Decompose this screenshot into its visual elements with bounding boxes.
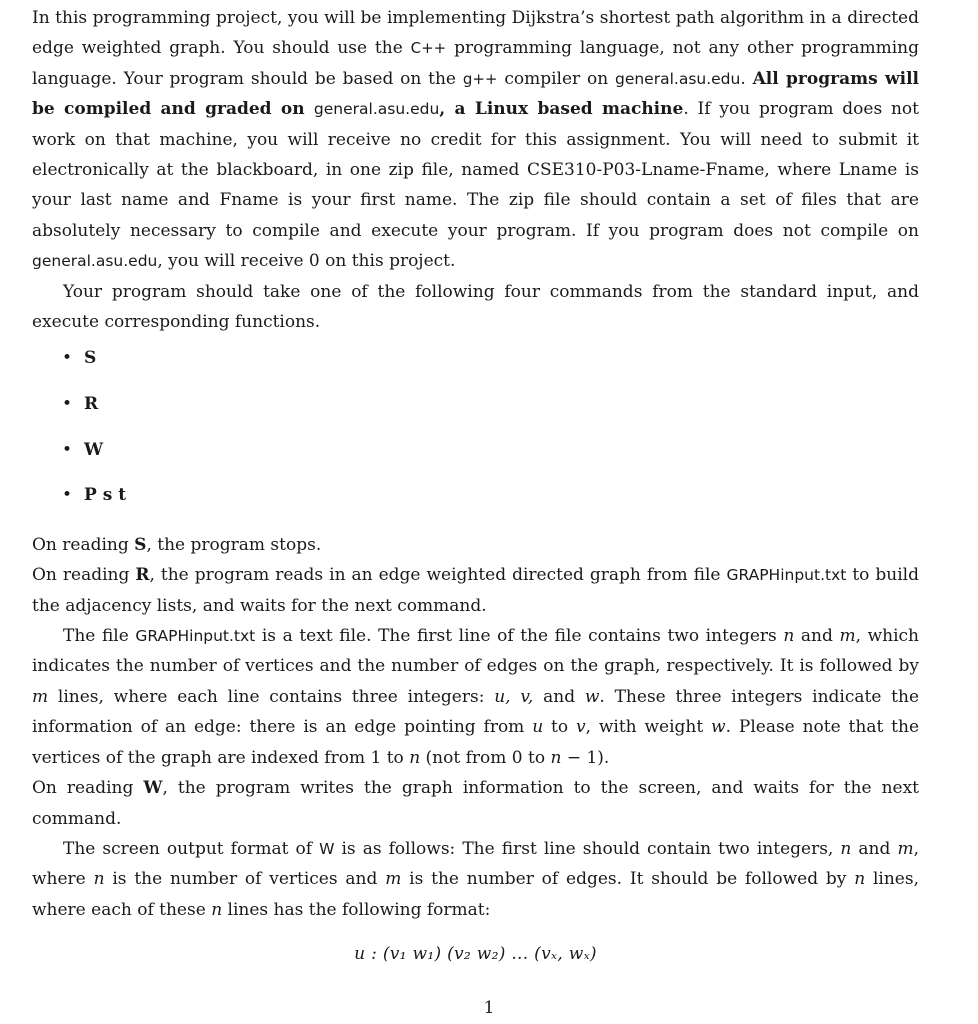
fd-t11: (not from 0 to	[420, 747, 551, 768]
math-m: m	[385, 869, 402, 890]
fd-t1: The file	[63, 626, 136, 647]
read-w-paragraph	[32, 773, 919, 834]
gpp-term: g++	[462, 69, 498, 88]
fd-t4: , which indicates the number of vertices and the number of edges on the graph, respectively. It is followed by	[32, 626, 919, 677]
wf-t6: is the number of edges. It should be followed by	[401, 869, 855, 890]
fd-t10: . Please note that the vertices of the graph are indexed from 1 to	[32, 717, 920, 768]
read-w-pre: On reading	[32, 778, 144, 799]
hostname-3: general.asu.edu	[32, 252, 158, 271]
read-s-post: , the program stops.	[146, 534, 322, 555]
math-w: w	[711, 717, 726, 738]
fd-t6: and	[533, 686, 585, 707]
intro-text-4: .	[740, 68, 753, 89]
wf-t8: lines has the following format:	[222, 899, 491, 920]
fd-t8: to	[543, 717, 576, 738]
read-r-paragraph	[32, 560, 919, 621]
intro-text-2: programming language, not any other programming language. Your program should be based on the	[32, 38, 919, 89]
bullet-icon: •	[62, 485, 73, 506]
command-item	[32, 389, 919, 435]
command-label: W	[84, 439, 104, 460]
math-u: u	[532, 717, 544, 738]
command-item	[32, 480, 919, 526]
read-s-paragraph	[32, 530, 919, 560]
read-r-cmd: R	[135, 565, 150, 586]
bullet-icon: •	[62, 348, 73, 369]
file-description-paragraph	[32, 621, 919, 773]
commands-intro: Your program should take one of the following four commands from the standard input, and execute corresponding functions.	[32, 281, 919, 333]
command-label: R	[84, 394, 99, 415]
math-v: v	[575, 717, 586, 738]
page-number: 1	[483, 998, 495, 1018]
math-w: w	[584, 686, 600, 707]
wf-t7: lines, where each of these	[32, 869, 919, 920]
math-m: m	[32, 686, 49, 707]
command-list	[32, 343, 919, 525]
math-n: n	[550, 747, 562, 768]
fd-t7: . These three integers indicate the information of an edge: there is an edge pointing from	[32, 686, 920, 738]
math-n: n	[854, 869, 866, 890]
bullet-icon: •	[62, 394, 73, 415]
read-r-post: to build the adjacency lists, and waits for the next command.	[32, 565, 919, 616]
intro-text-1: In this programming project, you will be implementing Dijkstra’s shortest path algorithm in a directed edge weighted graph. You should use the	[32, 8, 919, 59]
fd-t5: lines, where each line contains three integers:	[48, 686, 495, 707]
read-w-post: , the program writes the graph information to the screen, and waits for the next command.	[32, 778, 919, 829]
math-n: n	[783, 626, 795, 647]
command-item	[32, 435, 919, 481]
hostname-1: general.asu.edu	[614, 69, 741, 88]
command-item	[32, 343, 919, 389]
intro-bold-2: , a Linux based machine	[439, 99, 684, 120]
intro-text-6: , you will receive 0 on this project.	[157, 251, 456, 272]
bullet-icon: •	[62, 439, 73, 460]
command-label: S	[84, 348, 97, 369]
read-s-pre: On reading	[32, 534, 135, 555]
intro-text-5: . If you program does not work on that machine, you will receive no credit for this assignment. You will need to submit it electronically at the blackboard, in one zip file, named CSE310-P03-Lname-Fname, where Lname is your last name and Fname is your first name. The zip file should contain a set of files that are absolutely necessary to compile and execute your program. If you program does not compile on	[32, 99, 919, 241]
math-n: n	[840, 838, 852, 859]
math-n: n	[409, 747, 421, 768]
math-m: m	[839, 626, 856, 647]
intro-paragraph	[32, 3, 919, 277]
intro-text-3: compiler on	[497, 68, 615, 89]
wf-t1: The screen output format of	[63, 838, 320, 859]
wf-t3: and	[851, 838, 898, 859]
fd-t3: and	[794, 626, 840, 647]
fd-t2: is a text file. The first line of the file contains two integers	[255, 626, 784, 647]
filename: GRAPHinput.txt	[135, 627, 256, 646]
document-body	[32, 3, 919, 970]
w-format-paragraph	[32, 834, 919, 925]
math-n: n	[211, 899, 223, 920]
read-r-mid: , the program reads in an edge weighted directed graph from file	[149, 565, 727, 586]
filename: GRAPHinput.txt	[726, 566, 847, 585]
read-r-pre: On reading	[32, 565, 136, 586]
cpp-term: C++	[410, 39, 447, 58]
fd-t12: − 1).	[561, 747, 610, 768]
read-w-cmd: W	[143, 778, 163, 799]
math-uvw: u, v,	[494, 686, 534, 707]
fd-t9: , with weight	[585, 717, 712, 738]
hostname-2: general.asu.edu	[313, 100, 440, 119]
math-n: n	[93, 869, 105, 890]
w-term: W	[319, 839, 335, 858]
math-m: m	[897, 838, 914, 859]
wf-t4: , where	[32, 838, 919, 890]
output-format-formula: u : (v₁ w₁) (v₂ w₂) ... (vₓ, wₓ)	[354, 944, 597, 965]
read-s-cmd: S	[134, 534, 147, 555]
wf-t2: is as follows: The first line should contain two integers,	[334, 838, 841, 859]
command-label: P s t	[84, 485, 127, 506]
wf-t5: is the number of vertices and	[104, 869, 386, 890]
intro-bold-1: All programs will be compiled and graded on	[32, 68, 919, 120]
